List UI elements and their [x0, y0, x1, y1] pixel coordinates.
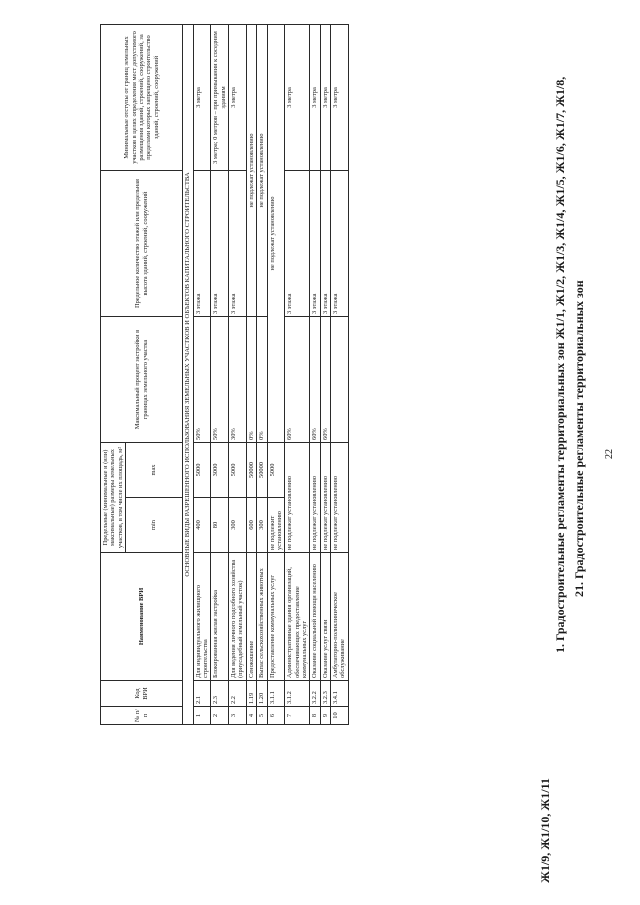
table-row: [285, 25, 310, 725]
cell-min: 300: [229, 498, 247, 553]
cell-code: 1.20: [257, 681, 267, 707]
cell-percent: 50%: [193, 317, 211, 443]
header-max: max: [126, 443, 183, 498]
cell-num: 7: [285, 707, 310, 725]
cell-setback: 3 метра: [285, 25, 310, 171]
header-row: [101, 25, 126, 725]
cell-code: 1.19: [246, 681, 256, 707]
cell-num: 10: [331, 707, 349, 725]
cell-num: 1: [193, 707, 211, 725]
cell-percent: 0%: [246, 317, 256, 443]
cell-num: 3: [229, 707, 247, 725]
cell-max: 5000: [267, 443, 285, 498]
cell-code: 3.4.1: [331, 681, 349, 707]
cell-max: 50000: [246, 443, 256, 498]
cell-name: Оказание социальной помощи населению: [310, 553, 320, 681]
cell-code: 3.1.2: [285, 681, 310, 707]
header-percent: Максимальный процент застройки в границах земельного участка: [101, 317, 183, 443]
cell-name: Для индивидуального жилищного строительства: [193, 553, 211, 681]
cell-code: 3.1.1: [267, 681, 285, 707]
table-row: [267, 25, 285, 725]
cell-percent: 0%: [257, 317, 267, 443]
cell-max: 5000: [229, 443, 247, 498]
cell-code: 3.2.3: [320, 681, 330, 707]
section-title: ОСНОВНЫЕ ВИДЫ РАЗРЕШЕННОГО ИСПОЛЬЗОВАНИЯ ЗЕМЕЛЬНЫХ УЧАСТКОВ И ОБЪЕКТОВ КАПИТАЛЬНОГО СТРОИТЕЛЬСТВА: [183, 25, 194, 725]
cell-code: 2.3: [211, 681, 229, 707]
table-row: [211, 25, 229, 725]
cell-floors: 3 этажа: [211, 171, 229, 317]
cell-name: Предоставление коммунальных услуг: [267, 553, 285, 681]
cell-floors: 3 этажа: [331, 171, 349, 317]
table-row: [193, 25, 211, 725]
table-row: [246, 25, 256, 725]
header-num: № п/п: [101, 707, 183, 725]
header-code: Код ВРИ: [101, 681, 183, 707]
cell-floors: 3 этажа: [193, 171, 211, 317]
subsection-heading-continued: Ж1/9, Ж1/10, Ж1/11: [538, 778, 552, 883]
cell-size: не подлежат установлению: [320, 443, 330, 553]
cell-floors-setback: не подлежат установлению: [257, 25, 267, 317]
cell-max: 3000: [211, 443, 229, 498]
cell-name: Административные здания организаций, обеспечивающих предоставление коммунальных услуг: [285, 553, 310, 681]
cell-name: Выпас сельскохозяйственных животных: [257, 553, 267, 681]
cell-num: 2: [211, 707, 229, 725]
subsection-heading: 1. Градостроительные регламенты территориальных зон Ж1/1, Ж1/2, Ж1/3, Ж1/4, Ж1/5, Ж1/6, Ж1/7, Ж1/8,: [553, 76, 567, 653]
header-min: min: [126, 498, 183, 553]
cell-percent: [331, 317, 349, 443]
cell-percent: 60%: [285, 317, 310, 443]
header-setbacks: Минимальные отступы от границ земельных участков в целях определения мест допустимого размещения зданий, строений, сооружений, за пределами которых запрещено строительство зданий, строений, сооружений: [101, 25, 183, 171]
cell-min: 400: [193, 498, 211, 553]
section-heading: 21. Градостроительные регламенты территориальных зон: [572, 280, 586, 597]
header-floors: Предельное количество этажей или предельная высота зданий, строений, сооружений: [101, 171, 183, 317]
cell-setback: 3 метра: [193, 25, 211, 171]
cell-floors: 3 этажа: [310, 171, 320, 317]
cell-min: не подлежит установлению: [267, 498, 285, 553]
cell-setback: 3 метра: [331, 25, 349, 171]
cell-floors: 3 этажа: [285, 171, 310, 317]
cell-min: 80: [211, 498, 229, 553]
table-row: [257, 25, 267, 725]
cell-code: 2.2: [229, 681, 247, 707]
cell-size: не подлежат установлению: [285, 443, 310, 553]
cell-floors: 3 этажа: [229, 171, 247, 317]
cell-name: Сенокошение: [246, 553, 256, 681]
cell-num: 4: [246, 707, 256, 725]
cell-percent: 50%: [211, 317, 229, 443]
cell-setback: 3 метра: [320, 25, 330, 171]
table-row: [331, 25, 349, 725]
table-row: [320, 25, 330, 725]
table-row: [310, 25, 320, 725]
header-size: Предельные (минимальные и (или) максимальные) размеры земельных участков, в том числе их площадь, м²: [101, 443, 126, 553]
cell-num: 8: [310, 707, 320, 725]
cell-num: 9: [320, 707, 330, 725]
cell-num: 6: [267, 707, 285, 725]
cell-rest: не подлежат установлению: [267, 25, 285, 443]
cell-name: Блокированная жилая застройка: [211, 553, 229, 681]
cell-setback: 3 метра: [310, 25, 320, 171]
cell-num: 5: [257, 707, 267, 725]
cell-name: Для ведения личного подсобного хозяйства (приусадебный земельный участок): [229, 553, 247, 681]
cell-percent: 60%: [320, 317, 330, 443]
cell-code: 2.1: [193, 681, 211, 707]
cell-max: 5000: [193, 443, 211, 498]
page-number: 22: [604, 449, 615, 459]
table-row: [229, 25, 247, 725]
cell-max: 50000: [257, 443, 267, 498]
cell-floors-setback: не подлежат установлению: [246, 25, 256, 317]
cell-min: 300: [257, 498, 267, 553]
section-row: [183, 25, 194, 725]
cell-percent: 60%: [310, 317, 320, 443]
cell-percent: 30%: [229, 317, 247, 443]
header-name: Наименование ВРИ: [101, 553, 183, 681]
regulations-table: [100, 24, 349, 725]
cell-size: не подлежат установлению: [310, 443, 320, 553]
cell-size: не подлежат установлению: [331, 443, 349, 553]
cell-min: 600: [246, 498, 256, 553]
cell-setback: 3 метра; 0 метров – при примыкании к соседним зданиям: [211, 25, 229, 171]
cell-floors: 3 этажа: [320, 171, 330, 317]
cell-name: Амбулаторно-поликлиническое обслуживание: [331, 553, 349, 681]
cell-code: 3.2.2: [310, 681, 320, 707]
cell-setback: 3 метра: [229, 25, 247, 171]
cell-name: Оказание услуг связи: [320, 553, 330, 681]
